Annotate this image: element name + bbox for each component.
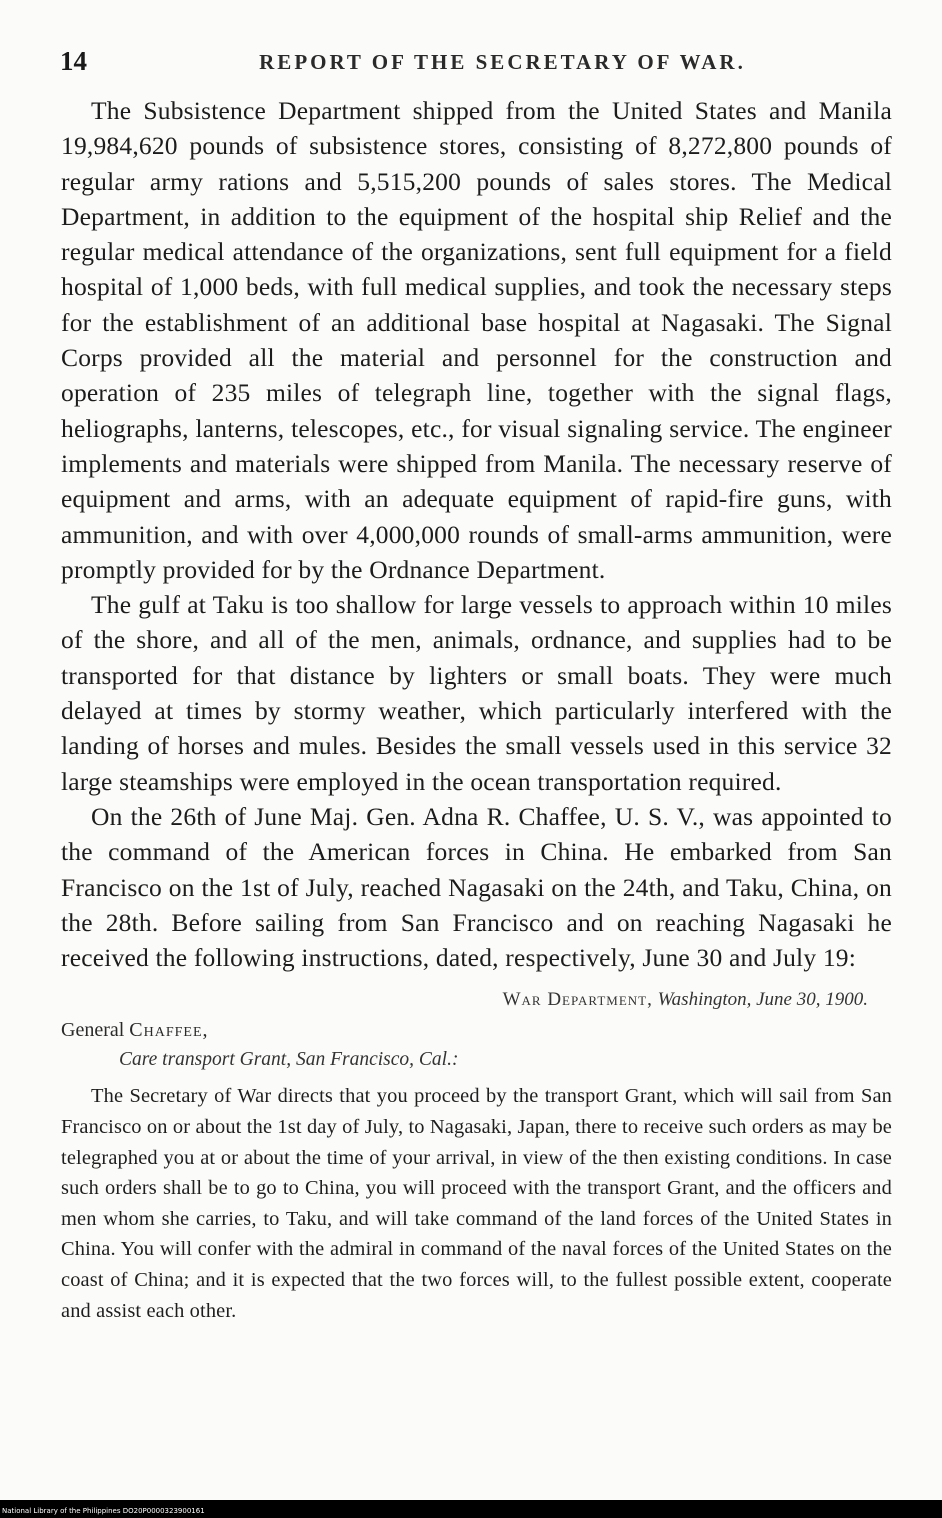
letter-body: The Secretary of War directs that you proceed by the transport Grant, which will sail from San Francisco on or about the 1st day of July, to Nagasaki, Japan, there to receive such orders as may be telegraphed you at or about the time of your arrival, in view of the then existing conditions. In case such orders shall be to go to China, you will proceed with the transport Grant, and the officers and men whom she carries, to Taku, and will take command of the land forces of the United States in China. You will confer with the admiral in command of the naval forces of the United States on the coast of China; and it is expected that the two forces will, to the fullest possible extent, cooperate and assist each other. <box>61 1085 892 1322</box>
letter-address: Care transport Grant, San Francisco, Cal.: <box>119 1049 459 1071</box>
page-header <box>60 46 890 80</box>
paragraph-chaffee-appointment: On the 26th of June Maj. Gen. Adna R. Chaffee, U. S. V., was appointed to the command of the American forces in China. He embarked from San Francisco on the 1st of July, reached Nagasaki on the 24th, and Taku, China, on the 28th. Before sailing from San Francisco and on reaching Nagasaki he received the following instructions, dated, respectively, June 30 and July 19: <box>61 801 892 973</box>
dateline-office: War Department, <box>502 989 653 1011</box>
running-head: REPORT OF THE SECRETARY OF WAR. <box>259 50 746 74</box>
page-number: 14 <box>60 46 87 76</box>
scan-watermark: National Library of the Philippines DO20P0000323900161 <box>2 1507 205 1515</box>
salutation-prefix: General <box>61 1019 125 1042</box>
letter-salutation <box>61 1015 892 1045</box>
paragraph-supplies: The Subsistence Department shipped from the United States and Manila 19,984,620 pounds of subsistence stores, consisting of 8,272,800 pounds of regular army rations and 5,515,200 pounds of sales stores. The Medical Department, in addition to the equipment of the hospital ship Relief and the regular medical attendance of the organizations, sent full equipment for a field hospital of 1,000 beds, with full medical supplies, and took the necessary steps for the establishment of an additional base hospital at Nagasaki. The Signal Corps provided all the material and personnel for the construction and operation of 235 miles of telegraph line, together with the signal flags, heliographs, lanterns, telescopes, etc., for visual signaling service. The engineer implements and materials were shipped from Manila. The necessary reserve of equipment and arms, with an adequate equipment of rapid-fire guns, with ammunition, and with over 4,000,000 rounds of small-arms ammunition, were promptly provided for by the Ordnance Department. <box>61 96 892 584</box>
body-text <box>61 93 892 1326</box>
dateline-place-date: Washington, June 30, 1900. <box>657 989 868 1011</box>
salutation-name: Chaffee, <box>129 1019 209 1042</box>
letter-dateline <box>61 987 892 1013</box>
paragraph-taku-gulf: The gulf at Taku is too shallow for large vessels to approach within 10 miles of the shore, and all of the men, animals, ordnance, and supplies had to be transported for that distance by lighters or small boats. They were much delayed at times by stormy weather, which particularly interfered with the landing of horses and mules. Besides the small vessels used in this service 32 large steamships were employed in the ocean transportation required. <box>61 590 892 796</box>
